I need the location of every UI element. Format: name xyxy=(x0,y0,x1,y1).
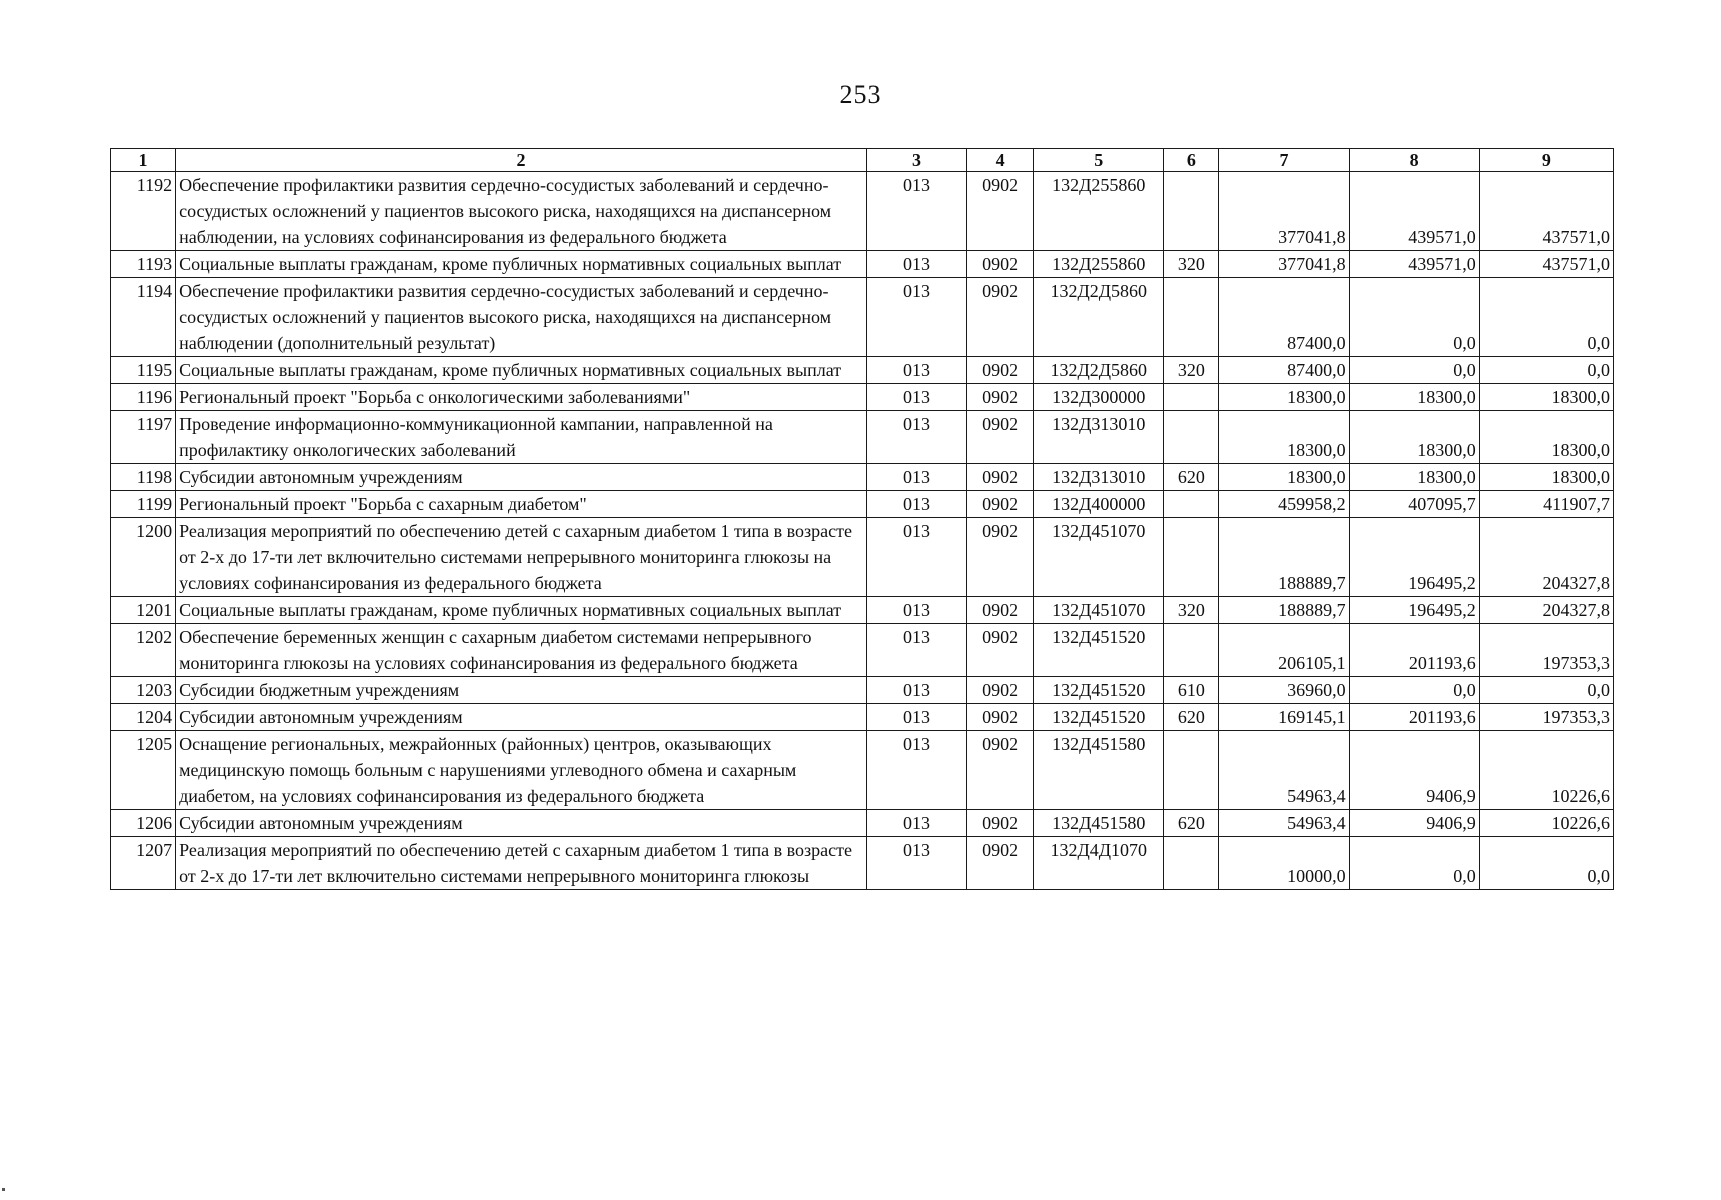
target-article-cell: 132Д313010 xyxy=(1034,464,1164,491)
target-article-cell: 132Д4Д1070 xyxy=(1034,837,1164,890)
section-code-cell: 0902 xyxy=(967,411,1034,464)
amount-col8-cell: 196495,2 xyxy=(1349,597,1479,624)
expense-type-cell xyxy=(1164,518,1219,597)
amount-col7-cell: 169145,1 xyxy=(1219,704,1349,731)
amount-col9-cell: 0,0 xyxy=(1479,278,1613,357)
amount-col9-cell: 204327,8 xyxy=(1479,597,1613,624)
amount-col7-cell: 206105,1 xyxy=(1219,624,1349,677)
amount-col8-cell: 0,0 xyxy=(1349,357,1479,384)
amount-col7-cell: 18300,0 xyxy=(1219,464,1349,491)
amount-col8-cell: 439571,0 xyxy=(1349,251,1479,278)
target-article-cell: 132Д400000 xyxy=(1034,491,1164,518)
row-name-cell: Субсидии автономным учреждениям xyxy=(176,704,867,731)
expense-type-cell: 610 xyxy=(1164,677,1219,704)
table-row xyxy=(111,491,1614,518)
header-cell-8: 8 xyxy=(1349,149,1479,172)
target-article-cell: 132Д451520 xyxy=(1034,677,1164,704)
amount-col7-cell: 54963,4 xyxy=(1219,731,1349,810)
table-row xyxy=(111,704,1614,731)
table-row xyxy=(111,411,1614,464)
row-number-cell: 1192 xyxy=(111,172,176,251)
section-code-cell: 0902 xyxy=(967,837,1034,890)
amount-col7-cell: 459958,2 xyxy=(1219,491,1349,518)
amount-col9-cell: 0,0 xyxy=(1479,357,1613,384)
expense-type-cell: 320 xyxy=(1164,357,1219,384)
ministry-code-cell: 013 xyxy=(866,597,966,624)
target-article-cell: 132Д2Д5860 xyxy=(1034,278,1164,357)
header-cell-3: 3 xyxy=(866,149,966,172)
amount-col8-cell: 18300,0 xyxy=(1349,464,1479,491)
expense-type-cell xyxy=(1164,491,1219,518)
expense-type-cell xyxy=(1164,411,1219,464)
row-name-cell: Обеспечение беременных женщин с сахарным диабетом системами непрерывного мониторинга глюкозы на условиях софинансирования из федерального бюджета xyxy=(176,624,867,677)
amount-col7-cell: 87400,0 xyxy=(1219,278,1349,357)
row-number-cell: 1197 xyxy=(111,411,176,464)
row-number-cell: 1204 xyxy=(111,704,176,731)
target-article-cell: 132Д451070 xyxy=(1034,597,1164,624)
expense-type-cell: 320 xyxy=(1164,251,1219,278)
table-row xyxy=(111,837,1614,890)
amount-col8-cell: 201193,6 xyxy=(1349,624,1479,677)
amount-col8-cell: 0,0 xyxy=(1349,837,1479,890)
table-row xyxy=(111,464,1614,491)
amount-col7-cell: 188889,7 xyxy=(1219,518,1349,597)
section-code-cell: 0902 xyxy=(967,731,1034,810)
ministry-code-cell: 013 xyxy=(866,624,966,677)
amount-col7-cell: 377041,8 xyxy=(1219,251,1349,278)
ministry-code-cell: 013 xyxy=(866,464,966,491)
amount-col8-cell: 439571,0 xyxy=(1349,172,1479,251)
header-cell-5: 5 xyxy=(1034,149,1164,172)
section-code-cell: 0902 xyxy=(967,464,1034,491)
target-article-cell: 132Д451580 xyxy=(1034,810,1164,837)
amount-col9-cell: 197353,3 xyxy=(1479,704,1613,731)
target-article-cell: 132Д255860 xyxy=(1034,172,1164,251)
target-article-cell: 132Д2Д5860 xyxy=(1034,357,1164,384)
amount-col8-cell: 18300,0 xyxy=(1349,384,1479,411)
row-number-cell: 1203 xyxy=(111,677,176,704)
row-name-cell: Проведение информационно-коммуникационной кампании, направленной на профилактику онкологических заболеваний xyxy=(176,411,867,464)
row-name-cell: Социальные выплаты гражданам, кроме публичных нормативных социальных выплат xyxy=(176,357,867,384)
amount-col7-cell: 188889,7 xyxy=(1219,597,1349,624)
section-code-cell: 0902 xyxy=(967,172,1034,251)
table-body xyxy=(111,172,1614,890)
section-code-cell: 0902 xyxy=(967,518,1034,597)
ministry-code-cell: 013 xyxy=(866,172,966,251)
row-number-cell: 1194 xyxy=(111,278,176,357)
row-name-cell: Субсидии бюджетным учреждениям xyxy=(176,677,867,704)
amount-col9-cell: 18300,0 xyxy=(1479,464,1613,491)
row-number-cell: 1202 xyxy=(111,624,176,677)
ministry-code-cell: 013 xyxy=(866,278,966,357)
target-article-cell: 132Д451520 xyxy=(1034,704,1164,731)
amount-col9-cell: 204327,8 xyxy=(1479,518,1613,597)
row-name-cell: Обеспечение профилактики развития сердечно-сосудистых заболеваний и сердечно-сосудистых осложнений у пациентов высокого риска, находящихся на диспансерном наблюдении, на условиях софинансирования из федерального бюджета xyxy=(176,172,867,251)
ministry-code-cell: 013 xyxy=(866,810,966,837)
row-number-cell: 1195 xyxy=(111,357,176,384)
row-number-cell: 1200 xyxy=(111,518,176,597)
amount-col7-cell: 87400,0 xyxy=(1219,357,1349,384)
amount-col9-cell: 18300,0 xyxy=(1479,411,1613,464)
section-code-cell: 0902 xyxy=(967,810,1034,837)
amount-col8-cell: 0,0 xyxy=(1349,677,1479,704)
row-number-cell: 1201 xyxy=(111,597,176,624)
table-row xyxy=(111,677,1614,704)
amount-col8-cell: 9406,9 xyxy=(1349,731,1479,810)
target-article-cell: 132Д300000 xyxy=(1034,384,1164,411)
amount-col8-cell: 201193,6 xyxy=(1349,704,1479,731)
row-name-cell: Социальные выплаты гражданам, кроме публичных нормативных социальных выплат xyxy=(176,597,867,624)
section-code-cell: 0902 xyxy=(967,597,1034,624)
budget-table xyxy=(110,148,1614,890)
row-name-cell: Региональный проект "Борьба с сахарным диабетом" xyxy=(176,491,867,518)
amount-col7-cell: 18300,0 xyxy=(1219,411,1349,464)
expense-type-cell xyxy=(1164,731,1219,810)
row-number-cell: 1199 xyxy=(111,491,176,518)
amount-col8-cell: 196495,2 xyxy=(1349,518,1479,597)
ministry-code-cell: 013 xyxy=(866,677,966,704)
row-number-cell: 1206 xyxy=(111,810,176,837)
target-article-cell: 132Д313010 xyxy=(1034,411,1164,464)
expense-type-cell xyxy=(1164,384,1219,411)
expense-type-cell xyxy=(1164,278,1219,357)
table-row xyxy=(111,172,1614,251)
amount-col8-cell: 407095,7 xyxy=(1349,491,1479,518)
row-name-cell: Реализация мероприятий по обеспечению детей с сахарным диабетом 1 типа в возрасте от 2-х до 17-ти лет включительно системами непрерывного мониторинга глюкозы на условиях софинансирования из федерального бюджета xyxy=(176,518,867,597)
section-code-cell: 0902 xyxy=(967,704,1034,731)
ministry-code-cell: 013 xyxy=(866,731,966,810)
header-cell-2: 2 xyxy=(176,149,867,172)
row-number-cell: 1193 xyxy=(111,251,176,278)
table-row xyxy=(111,810,1614,837)
target-article-cell: 132Д451070 xyxy=(1034,518,1164,597)
target-article-cell: 132Д451520 xyxy=(1034,624,1164,677)
amount-col7-cell: 377041,8 xyxy=(1219,172,1349,251)
section-code-cell: 0902 xyxy=(967,624,1034,677)
table-row xyxy=(111,731,1614,810)
row-name-cell: Субсидии автономным учреждениям xyxy=(176,464,867,491)
row-name-cell: Реализация мероприятий по обеспечению детей с сахарным диабетом 1 типа в возрасте от 2-х до 17-ти лет включительно системами непрерывного мониторинга глюкозы xyxy=(176,837,867,890)
ministry-code-cell: 013 xyxy=(866,518,966,597)
ministry-code-cell: 013 xyxy=(866,357,966,384)
row-number-cell: 1198 xyxy=(111,464,176,491)
section-code-cell: 0902 xyxy=(967,278,1034,357)
row-number-cell: 1196 xyxy=(111,384,176,411)
header-cell-4: 4 xyxy=(967,149,1034,172)
row-number-cell: 1205 xyxy=(111,731,176,810)
section-code-cell: 0902 xyxy=(967,384,1034,411)
row-name-cell: Субсидии автономным учреждениям xyxy=(176,810,867,837)
section-code-cell: 0902 xyxy=(967,677,1034,704)
target-article-cell: 132Д451580 xyxy=(1034,731,1164,810)
row-number-cell: 1207 xyxy=(111,837,176,890)
expense-type-cell: 320 xyxy=(1164,597,1219,624)
amount-col9-cell: 437571,0 xyxy=(1479,251,1613,278)
ministry-code-cell: 013 xyxy=(866,704,966,731)
table-row xyxy=(111,384,1614,411)
amount-col7-cell: 18300,0 xyxy=(1219,384,1349,411)
section-code-cell: 0902 xyxy=(967,491,1034,518)
table-row xyxy=(111,251,1614,278)
page-number: 253 xyxy=(839,80,882,109)
section-code-cell: 0902 xyxy=(967,251,1034,278)
amount-col9-cell: 0,0 xyxy=(1479,837,1613,890)
table-header xyxy=(111,149,1614,172)
amount-col8-cell: 18300,0 xyxy=(1349,411,1479,464)
section-code-cell: 0902 xyxy=(967,357,1034,384)
header-cell-7: 7 xyxy=(1219,149,1349,172)
amount-col8-cell: 0,0 xyxy=(1349,278,1479,357)
header-cell-6: 6 xyxy=(1164,149,1219,172)
table-row xyxy=(111,624,1614,677)
header-cell-9: 9 xyxy=(1479,149,1613,172)
amount-col7-cell: 36960,0 xyxy=(1219,677,1349,704)
amount-col9-cell: 10226,6 xyxy=(1479,810,1613,837)
expense-type-cell: 620 xyxy=(1164,810,1219,837)
ministry-code-cell: 013 xyxy=(866,384,966,411)
expense-type-cell xyxy=(1164,172,1219,251)
row-name-cell: Оснащение региональных, межрайонных (районных) центров, оказывающих медицинскую помощь больным с нарушениями углеводного обмена и сахарным диабетом, на условиях софинансирования из федерального бюджета xyxy=(176,731,867,810)
table-row xyxy=(111,597,1614,624)
header-cell-1: 1 xyxy=(111,149,176,172)
amount-col9-cell: 10226,6 xyxy=(1479,731,1613,810)
amount-col7-cell: 54963,4 xyxy=(1219,810,1349,837)
row-name-cell: Обеспечение профилактики развития сердечно-сосудистых заболеваний и сердечно-сосудистых осложнений у пациентов высокого риска, находящихся на диспансерном наблюдении (дополнительный результат) xyxy=(176,278,867,357)
expense-type-cell: 620 xyxy=(1164,704,1219,731)
amount-col9-cell: 197353,3 xyxy=(1479,624,1613,677)
ministry-code-cell: 013 xyxy=(866,837,966,890)
scan-mark xyxy=(2,1188,5,1191)
ministry-code-cell: 013 xyxy=(866,491,966,518)
table-row xyxy=(111,357,1614,384)
table-row xyxy=(111,278,1614,357)
amount-col7-cell: 10000,0 xyxy=(1219,837,1349,890)
amount-col9-cell: 411907,7 xyxy=(1479,491,1613,518)
expense-type-cell: 620 xyxy=(1164,464,1219,491)
row-name-cell: Региональный проект "Борьба с онкологическими заболеваниями" xyxy=(176,384,867,411)
ministry-code-cell: 013 xyxy=(866,251,966,278)
amount-col9-cell: 18300,0 xyxy=(1479,384,1613,411)
ministry-code-cell: 013 xyxy=(866,411,966,464)
header-row xyxy=(111,149,1614,172)
amount-col8-cell: 9406,9 xyxy=(1349,810,1479,837)
target-article-cell: 132Д255860 xyxy=(1034,251,1164,278)
expense-type-cell xyxy=(1164,837,1219,890)
table-row xyxy=(111,518,1614,597)
expense-type-cell xyxy=(1164,624,1219,677)
row-name-cell: Социальные выплаты гражданам, кроме публичных нормативных социальных выплат xyxy=(176,251,867,278)
amount-col9-cell: 437571,0 xyxy=(1479,172,1613,251)
amount-col9-cell: 0,0 xyxy=(1479,677,1613,704)
